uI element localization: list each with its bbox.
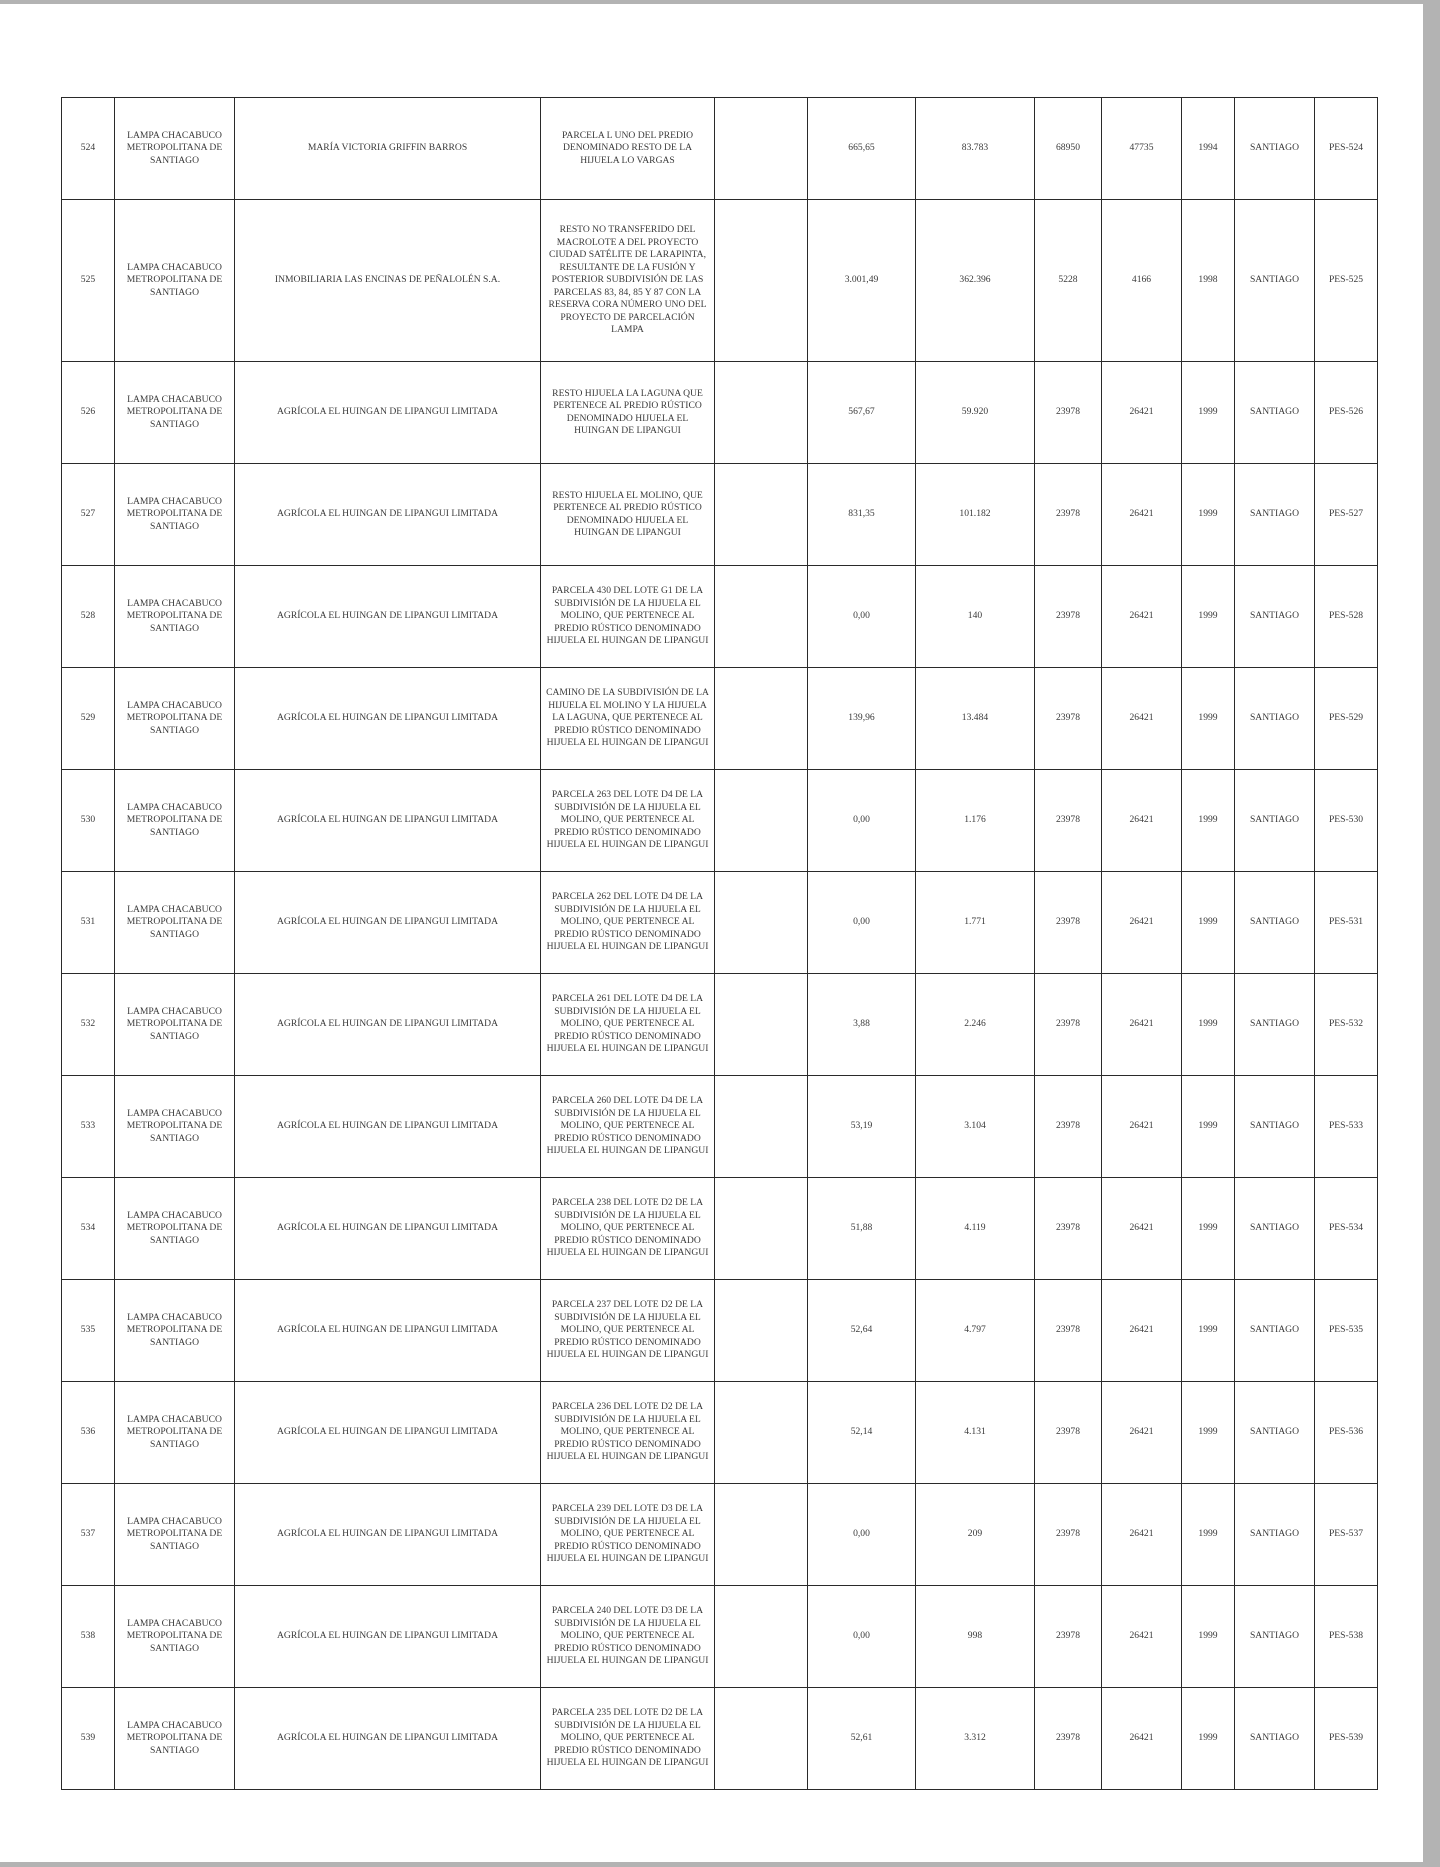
code-cell: PES-532: [1315, 974, 1378, 1076]
measure-value-cell: 4.131: [916, 1382, 1035, 1484]
foja-cell: 23978: [1035, 668, 1102, 770]
commune-cell: LAMPA CHACABUCO METROPOLITANA DE SANTIAGO: [115, 1382, 235, 1484]
commune-cell: LAMPA CHACABUCO METROPOLITANA DE SANTIAGO: [115, 362, 235, 464]
measure-value-cell: 4.119: [916, 1178, 1035, 1280]
registry-number-cell: 4166: [1102, 200, 1182, 362]
blank-cell: [715, 1382, 808, 1484]
code-cell: PES-538: [1315, 1586, 1378, 1688]
year-cell: 1999: [1182, 668, 1235, 770]
owner-cell: AGRÍCOLA EL HUINGAN DE LIPANGUI LIMITADA: [235, 1484, 541, 1586]
area-value-cell: 665,65: [808, 98, 916, 200]
blank-cell: [715, 98, 808, 200]
blank-cell: [715, 362, 808, 464]
registry-city-cell: SANTIAGO: [1235, 464, 1315, 566]
blank-cell: [715, 464, 808, 566]
foja-cell: 23978: [1035, 566, 1102, 668]
row-number-cell: 536: [62, 1382, 115, 1484]
registry-number-cell: 26421: [1102, 1382, 1182, 1484]
property-description-cell: RESTO NO TRANSFERIDO DEL MACROLOTE A DEL PROYECTO CIUDAD SATÉLITE DE LARAPINTA, RESULTANTE DE LA FUSIÓN Y POSTERIOR SUBDIVISIÓN DE LAS PARCELAS 83, 84, 85 Y 87 CON LA RESERVA CORA NÚMERO UNO DEL PROYECTO DE PARCELACIÓN LAMPA: [541, 200, 715, 362]
foja-cell: 68950: [1035, 98, 1102, 200]
foja-cell: 23978: [1035, 770, 1102, 872]
foja-cell: 23978: [1035, 1178, 1102, 1280]
blank-cell: [715, 668, 808, 770]
owner-cell: AGRÍCOLA EL HUINGAN DE LIPANGUI LIMITADA: [235, 1688, 541, 1790]
year-cell: 1999: [1182, 464, 1235, 566]
table-row: [62, 362, 1378, 464]
owner-cell: AGRÍCOLA EL HUINGAN DE LIPANGUI LIMITADA: [235, 1280, 541, 1382]
registry-number-cell: 26421: [1102, 464, 1182, 566]
registry-city-cell: SANTIAGO: [1235, 1688, 1315, 1790]
property-description-cell: PARCELA 239 DEL LOTE D3 DE LA SUBDIVISIÓN DE LA HIJUELA EL MOLINO, QUE PERTENECE AL PREDIO RÚSTICO DENOMINADO HIJUELA EL HUINGAN DE LIPANGUI: [541, 1484, 715, 1586]
registry-number-cell: 26421: [1102, 566, 1182, 668]
row-number-cell: 539: [62, 1688, 115, 1790]
owner-cell: AGRÍCOLA EL HUINGAN DE LIPANGUI LIMITADA: [235, 1178, 541, 1280]
measure-value-cell: 1.176: [916, 770, 1035, 872]
owner-cell: AGRÍCOLA EL HUINGAN DE LIPANGUI LIMITADA: [235, 770, 541, 872]
foja-cell: 5228: [1035, 200, 1102, 362]
code-cell: PES-526: [1315, 362, 1378, 464]
commune-cell: LAMPA CHACABUCO METROPOLITANA DE SANTIAGO: [115, 1484, 235, 1586]
blank-cell: [715, 1586, 808, 1688]
table-row: [62, 872, 1378, 974]
code-cell: PES-524: [1315, 98, 1378, 200]
commune-cell: LAMPA CHACABUCO METROPOLITANA DE SANTIAGO: [115, 1178, 235, 1280]
owner-cell: MARÍA VICTORIA GRIFFIN BARROS: [235, 98, 541, 200]
registry-city-cell: SANTIAGO: [1235, 200, 1315, 362]
code-cell: PES-533: [1315, 1076, 1378, 1178]
year-cell: 1999: [1182, 1178, 1235, 1280]
commune-cell: LAMPA CHACABUCO METROPOLITANA DE SANTIAGO: [115, 974, 235, 1076]
table-row: [62, 1586, 1378, 1688]
year-cell: 1999: [1182, 770, 1235, 872]
document-page: [0, 4, 1423, 1862]
row-number-cell: 528: [62, 566, 115, 668]
table-row: [62, 1076, 1378, 1178]
foja-cell: 23978: [1035, 974, 1102, 1076]
table-row: [62, 668, 1378, 770]
property-description-cell: PARCELA 263 DEL LOTE D4 DE LA SUBDIVISIÓN DE LA HIJUELA EL MOLINO, QUE PERTENECE AL PREDIO RÚSTICO DENOMINADO HIJUELA EL HUINGAN DE LIPANGUI: [541, 770, 715, 872]
table-row: [62, 770, 1378, 872]
blank-cell: [715, 1280, 808, 1382]
foja-cell: 23978: [1035, 1586, 1102, 1688]
foja-cell: 23978: [1035, 1484, 1102, 1586]
registry-number-cell: 26421: [1102, 668, 1182, 770]
table-row: [62, 974, 1378, 1076]
year-cell: 1999: [1182, 1586, 1235, 1688]
foja-cell: 23978: [1035, 1688, 1102, 1790]
blank-cell: [715, 200, 808, 362]
registry-number-cell: 47735: [1102, 98, 1182, 200]
commune-cell: LAMPA CHACABUCO METROPOLITANA DE SANTIAGO: [115, 1688, 235, 1790]
code-cell: PES-529: [1315, 668, 1378, 770]
registry-number-cell: 26421: [1102, 1586, 1182, 1688]
property-description-cell: CAMINO DE LA SUBDIVISIÓN DE LA HIJUELA EL MOLINO Y LA HIJUELA LA LAGUNA, QUE PERTENECE AL PREDIO RÚSTICO DENOMINADO HIJUELA EL HUINGAN DE LIPANGUI: [541, 668, 715, 770]
table-row: [62, 1280, 1378, 1382]
year-cell: 1999: [1182, 1484, 1235, 1586]
registry-city-cell: SANTIAGO: [1235, 362, 1315, 464]
foja-cell: 23978: [1035, 1076, 1102, 1178]
registry-number-cell: 26421: [1102, 770, 1182, 872]
registry-city-cell: SANTIAGO: [1235, 566, 1315, 668]
measure-value-cell: 4.797: [916, 1280, 1035, 1382]
area-value-cell: 0,00: [808, 872, 916, 974]
foja-cell: 23978: [1035, 464, 1102, 566]
owner-cell: AGRÍCOLA EL HUINGAN DE LIPANGUI LIMITADA: [235, 668, 541, 770]
area-value-cell: 52,61: [808, 1688, 916, 1790]
measure-value-cell: 3.104: [916, 1076, 1035, 1178]
property-description-cell: RESTO HIJUELA EL MOLINO, QUE PERTENECE AL PREDIO RÚSTICO DENOMINADO HIJUELA EL HUINGAN DE LIPANGUI: [541, 464, 715, 566]
property-table: [61, 97, 1378, 1790]
measure-value-cell: 101.182: [916, 464, 1035, 566]
registry-city-cell: SANTIAGO: [1235, 1076, 1315, 1178]
year-cell: 1999: [1182, 362, 1235, 464]
property-description-cell: PARCELA 237 DEL LOTE D2 DE LA SUBDIVISIÓN DE LA HIJUELA EL MOLINO, QUE PERTENECE AL PREDIO RÚSTICO DENOMINADO HIJUELA EL HUINGAN DE LIPANGUI: [541, 1280, 715, 1382]
row-number-cell: 534: [62, 1178, 115, 1280]
property-description-cell: PARCELA 235 DEL LOTE D2 DE LA SUBDIVISIÓN DE LA HIJUELA EL MOLINO, QUE PERTENECE AL PREDIO RÚSTICO DENOMINADO HIJUELA EL HUINGAN DE LIPANGUI: [541, 1688, 715, 1790]
commune-cell: LAMPA CHACABUCO METROPOLITANA DE SANTIAGO: [115, 200, 235, 362]
year-cell: 1998: [1182, 200, 1235, 362]
area-value-cell: 3,88: [808, 974, 916, 1076]
area-value-cell: 51,88: [808, 1178, 916, 1280]
property-description-cell: PARCELA 236 DEL LOTE D2 DE LA SUBDIVISIÓN DE LA HIJUELA EL MOLINO, QUE PERTENECE AL PREDIO RÚSTICO DENOMINADO HIJUELA EL HUINGAN DE LIPANGUI: [541, 1382, 715, 1484]
property-description-cell: PARCELA L UNO DEL PREDIO DENOMINADO RESTO DE LA HIJUELA LO VARGAS: [541, 98, 715, 200]
code-cell: PES-539: [1315, 1688, 1378, 1790]
measure-value-cell: 998: [916, 1586, 1035, 1688]
row-number-cell: 529: [62, 668, 115, 770]
registry-number-cell: 26421: [1102, 1484, 1182, 1586]
area-value-cell: 0,00: [808, 1586, 916, 1688]
row-number-cell: 524: [62, 98, 115, 200]
foja-cell: 23978: [1035, 872, 1102, 974]
registry-city-cell: SANTIAGO: [1235, 1280, 1315, 1382]
code-cell: PES-527: [1315, 464, 1378, 566]
registry-city-cell: SANTIAGO: [1235, 872, 1315, 974]
registry-city-cell: SANTIAGO: [1235, 1484, 1315, 1586]
row-number-cell: 531: [62, 872, 115, 974]
table-body: [62, 98, 1378, 1790]
measure-value-cell: 13.484: [916, 668, 1035, 770]
year-cell: 1999: [1182, 974, 1235, 1076]
owner-cell: AGRÍCOLA EL HUINGAN DE LIPANGUI LIMITADA: [235, 974, 541, 1076]
foja-cell: 23978: [1035, 1280, 1102, 1382]
code-cell: PES-536: [1315, 1382, 1378, 1484]
year-cell: 1999: [1182, 1076, 1235, 1178]
area-value-cell: 567,67: [808, 362, 916, 464]
area-value-cell: 831,35: [808, 464, 916, 566]
row-number-cell: 530: [62, 770, 115, 872]
commune-cell: LAMPA CHACABUCO METROPOLITANA DE SANTIAGO: [115, 1586, 235, 1688]
commune-cell: LAMPA CHACABUCO METROPOLITANA DE SANTIAGO: [115, 872, 235, 974]
blank-cell: [715, 1484, 808, 1586]
registry-number-cell: 26421: [1102, 872, 1182, 974]
table-row: [62, 1382, 1378, 1484]
row-number-cell: 527: [62, 464, 115, 566]
commune-cell: LAMPA CHACABUCO METROPOLITANA DE SANTIAGO: [115, 1280, 235, 1382]
row-number-cell: 526: [62, 362, 115, 464]
row-number-cell: 538: [62, 1586, 115, 1688]
measure-value-cell: 59.920: [916, 362, 1035, 464]
commune-cell: LAMPA CHACABUCO METROPOLITANA DE SANTIAGO: [115, 668, 235, 770]
table-row: [62, 464, 1378, 566]
area-value-cell: 3.001,49: [808, 200, 916, 362]
area-value-cell: 0,00: [808, 770, 916, 872]
table-row: [62, 566, 1378, 668]
measure-value-cell: 3.312: [916, 1688, 1035, 1790]
registry-city-cell: SANTIAGO: [1235, 974, 1315, 1076]
row-number-cell: 525: [62, 200, 115, 362]
property-description-cell: PARCELA 238 DEL LOTE D2 DE LA SUBDIVISIÓN DE LA HIJUELA EL MOLINO, QUE PERTENECE AL PREDIO RÚSTICO DENOMINADO HIJUELA EL HUINGAN DE LIPANGUI: [541, 1178, 715, 1280]
owner-cell: AGRÍCOLA EL HUINGAN DE LIPANGUI LIMITADA: [235, 872, 541, 974]
registry-number-cell: 26421: [1102, 974, 1182, 1076]
owner-cell: AGRÍCOLA EL HUINGAN DE LIPANGUI LIMITADA: [235, 362, 541, 464]
registry-city-cell: SANTIAGO: [1235, 770, 1315, 872]
commune-cell: LAMPA CHACABUCO METROPOLITANA DE SANTIAGO: [115, 566, 235, 668]
area-value-cell: 0,00: [808, 566, 916, 668]
registry-number-cell: 26421: [1102, 362, 1182, 464]
code-cell: PES-535: [1315, 1280, 1378, 1382]
property-description-cell: PARCELA 240 DEL LOTE D3 DE LA SUBDIVISIÓN DE LA HIJUELA EL MOLINO, QUE PERTENECE AL PREDIO RÚSTICO DENOMINADO HIJUELA EL HUINGAN DE LIPANGUI: [541, 1586, 715, 1688]
blank-cell: [715, 974, 808, 1076]
registry-city-cell: SANTIAGO: [1235, 668, 1315, 770]
registry-city-cell: SANTIAGO: [1235, 1382, 1315, 1484]
area-value-cell: 0,00: [808, 1484, 916, 1586]
year-cell: 1999: [1182, 1280, 1235, 1382]
code-cell: PES-525: [1315, 200, 1378, 362]
measure-value-cell: 140: [916, 566, 1035, 668]
registry-number-cell: 26421: [1102, 1076, 1182, 1178]
registry-number-cell: 26421: [1102, 1280, 1182, 1382]
owner-cell: AGRÍCOLA EL HUINGAN DE LIPANGUI LIMITADA: [235, 1586, 541, 1688]
year-cell: 1999: [1182, 1382, 1235, 1484]
area-value-cell: 52,64: [808, 1280, 916, 1382]
code-cell: PES-530: [1315, 770, 1378, 872]
blank-cell: [715, 1688, 808, 1790]
property-description-cell: PARCELA 261 DEL LOTE D4 DE LA SUBDIVISIÓN DE LA HIJUELA EL MOLINO, QUE PERTENECE AL PREDIO RÚSTICO DENOMINADO HIJUELA EL HUINGAN DE LIPANGUI: [541, 974, 715, 1076]
owner-cell: AGRÍCOLA EL HUINGAN DE LIPANGUI LIMITADA: [235, 1382, 541, 1484]
blank-cell: [715, 872, 808, 974]
area-value-cell: 52,14: [808, 1382, 916, 1484]
area-value-cell: 53,19: [808, 1076, 916, 1178]
year-cell: 1994: [1182, 98, 1235, 200]
blank-cell: [715, 566, 808, 668]
code-cell: PES-537: [1315, 1484, 1378, 1586]
blank-cell: [715, 770, 808, 872]
code-cell: PES-528: [1315, 566, 1378, 668]
table-row: [62, 1178, 1378, 1280]
owner-cell: AGRÍCOLA EL HUINGAN DE LIPANGUI LIMITADA: [235, 1076, 541, 1178]
row-number-cell: 532: [62, 974, 115, 1076]
table-row: [62, 200, 1378, 362]
blank-cell: [715, 1178, 808, 1280]
table-row: [62, 1688, 1378, 1790]
property-description-cell: RESTO HIJUELA LA LAGUNA QUE PERTENECE AL PREDIO RÚSTICO DENOMINADO HIJUELA EL HUINGAN DE LIPANGUI: [541, 362, 715, 464]
year-cell: 1999: [1182, 566, 1235, 668]
measure-value-cell: 83.783: [916, 98, 1035, 200]
foja-cell: 23978: [1035, 1382, 1102, 1484]
registry-city-cell: SANTIAGO: [1235, 98, 1315, 200]
owner-cell: AGRÍCOLA EL HUINGAN DE LIPANGUI LIMITADA: [235, 464, 541, 566]
property-description-cell: PARCELA 260 DEL LOTE D4 DE LA SUBDIVISIÓN DE LA HIJUELA EL MOLINO, QUE PERTENECE AL PREDIO RÚSTICO DENOMINADO HIJUELA EL HUINGAN DE LIPANGUI: [541, 1076, 715, 1178]
commune-cell: LAMPA CHACABUCO METROPOLITANA DE SANTIAGO: [115, 1076, 235, 1178]
table-row: [62, 98, 1378, 200]
owner-cell: INMOBILIARIA LAS ENCINAS DE PEÑALOLÉN S.A.: [235, 200, 541, 362]
commune-cell: LAMPA CHACABUCO METROPOLITANA DE SANTIAGO: [115, 464, 235, 566]
area-value-cell: 139,96: [808, 668, 916, 770]
code-cell: PES-534: [1315, 1178, 1378, 1280]
measure-value-cell: 362.396: [916, 200, 1035, 362]
registry-number-cell: 26421: [1102, 1688, 1182, 1790]
commune-cell: LAMPA CHACABUCO METROPOLITANA DE SANTIAGO: [115, 770, 235, 872]
foja-cell: 23978: [1035, 362, 1102, 464]
table-row: [62, 1484, 1378, 1586]
blank-cell: [715, 1076, 808, 1178]
year-cell: 1999: [1182, 872, 1235, 974]
year-cell: 1999: [1182, 1688, 1235, 1790]
row-number-cell: 535: [62, 1280, 115, 1382]
row-number-cell: 537: [62, 1484, 115, 1586]
code-cell: PES-531: [1315, 872, 1378, 974]
measure-value-cell: 209: [916, 1484, 1035, 1586]
property-description-cell: PARCELA 430 DEL LOTE G1 DE LA SUBDIVISIÓN DE LA HIJUELA EL MOLINO, QUE PERTENECE AL PREDIO RÚSTICO DENOMINADO HIJUELA EL HUINGAN DE LIPANGUI: [541, 566, 715, 668]
measure-value-cell: 1.771: [916, 872, 1035, 974]
commune-cell: LAMPA CHACABUCO METROPOLITANA DE SANTIAGO: [115, 98, 235, 200]
registry-number-cell: 26421: [1102, 1178, 1182, 1280]
measure-value-cell: 2.246: [916, 974, 1035, 1076]
row-number-cell: 533: [62, 1076, 115, 1178]
owner-cell: AGRÍCOLA EL HUINGAN DE LIPANGUI LIMITADA: [235, 566, 541, 668]
registry-city-cell: SANTIAGO: [1235, 1178, 1315, 1280]
property-description-cell: PARCELA 262 DEL LOTE D4 DE LA SUBDIVISIÓN DE LA HIJUELA EL MOLINO, QUE PERTENECE AL PREDIO RÚSTICO DENOMINADO HIJUELA EL HUINGAN DE LIPANGUI: [541, 872, 715, 974]
registry-city-cell: SANTIAGO: [1235, 1586, 1315, 1688]
